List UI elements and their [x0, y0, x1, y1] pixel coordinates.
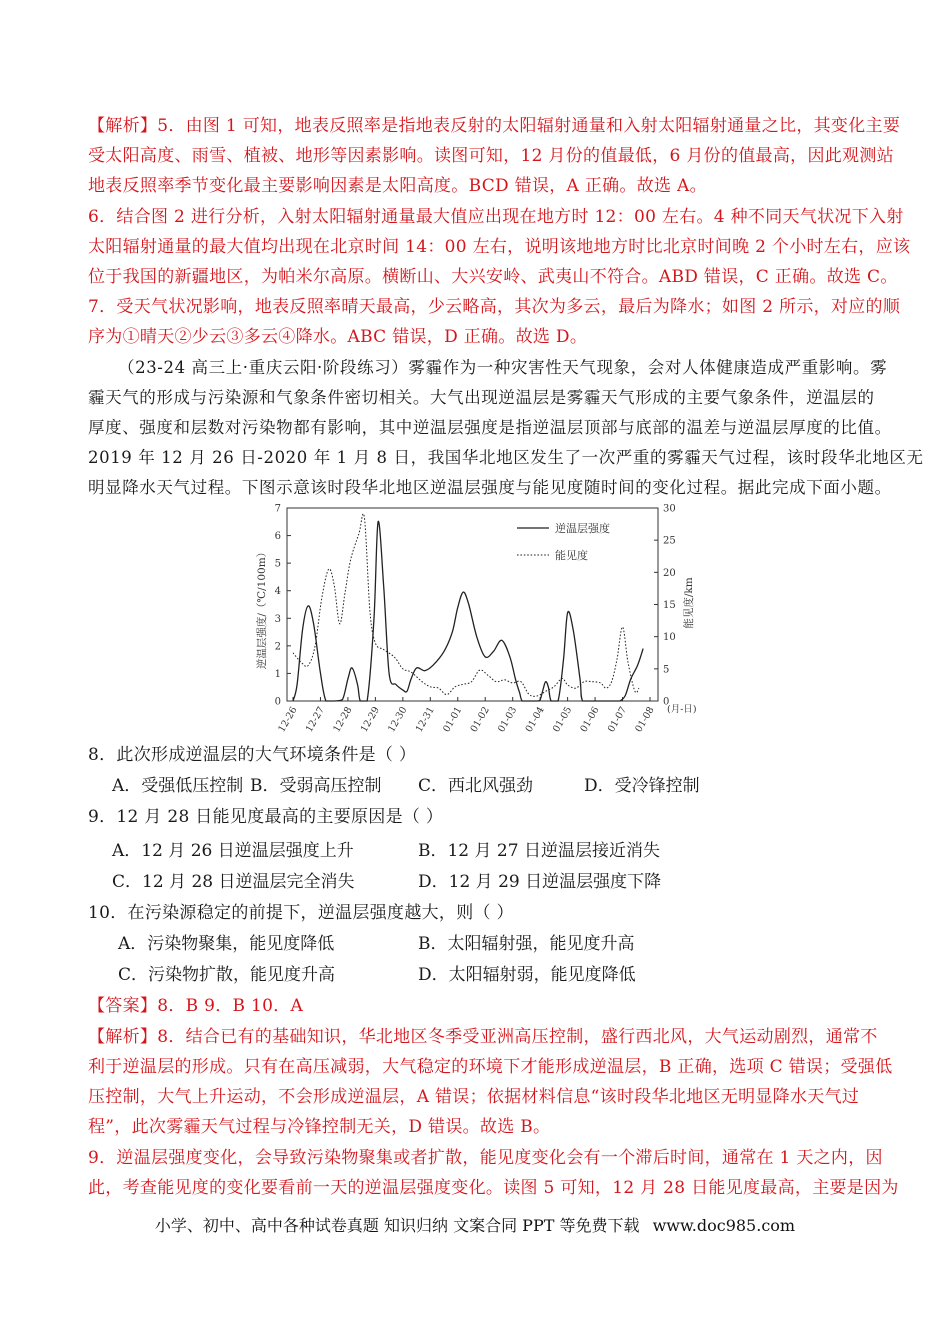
inversion-visibility-chart: [245, 498, 705, 753]
x-tick-label: 12-26: [276, 705, 300, 735]
visibility-line: [293, 514, 639, 697]
left-tick-label: 7: [274, 503, 281, 515]
right-tick-label: 10: [663, 632, 676, 644]
analysis1-line-2: 受太阳高度、雨雪、植被、地形等因素影响。读图可知，12 月份的值最低，6 月份的值最高，因此观测站: [88, 146, 894, 166]
analysis1-line-4: 6．结合图 2 进行分析，入射太阳辐射通量最大值应出现在地方时 12：00 左右。4 种不同天气状况下入射: [88, 207, 904, 227]
left-tick-label: 4: [274, 586, 281, 598]
analysis1-line-8: 序为①晴天②少云③多云④降水。ABC 错误，D 正确。故选 D。: [88, 327, 588, 347]
left-tick-label: 2: [274, 641, 281, 653]
left-axis-label: 逆温层强度/（℃/100m）: [256, 546, 268, 670]
analysis2-line-1: 【解析】8．结合已有的基础知识，华北地区冬季受亚洲高压控制，盛行西北风，大气运动剧烈，通常不: [88, 1027, 878, 1047]
passage-line-4: 2019 年 12 月 26 日-2020 年 1 月 8 日，我国华北地区发生了一次严重的雾霾天气过程，该时段华北地区无: [88, 448, 924, 467]
question-9-stem: 9．12 月 28 日能见度最高的主要原因是（ ）: [88, 807, 444, 827]
question-8-option-d: D．受冷锋控制: [584, 776, 700, 796]
right-axis-ticks: [654, 504, 676, 708]
analysis2-line-5: 9．逆温层强度变化，会导致污染物聚集或者扩散，能见度变化会有一个滞后时间，通常在 1 天之内，因: [88, 1148, 883, 1168]
page-footer: [0, 1213, 950, 1236]
analysis1-line-1: 【解析】5．由图 1 可知，地表反照率是指地表反射的太阳辐射通量和入射太阳辐射通量之比，其变化主要: [88, 116, 901, 136]
question-8-option-b: B．受弱高压控制: [250, 776, 382, 796]
left-tick-label: 0: [274, 696, 281, 708]
answer-line: 【答案】8．B 9．B 10．A: [88, 996, 304, 1016]
x-axis-ticks: [276, 697, 656, 734]
legend-label-visibility: 能见度: [555, 549, 588, 562]
x-axis-unit: (月-日): [667, 704, 697, 715]
right-tick-label: 5: [663, 664, 670, 676]
analysis1-line-3: 地表反照率季节变化最主要影响因素是太阳高度。BCD 错误，A 正确。故选 A。: [88, 176, 707, 196]
analysis2-line-3: 压控制，大气上升运动，不会形成逆温层，A 错误；依据材料信息“该时段华北地区无明显降水天气过: [88, 1087, 860, 1107]
legend-label-inversion: 逆温层强度: [555, 522, 610, 535]
right-tick-label: 25: [663, 535, 676, 547]
passage-line-1: （23-24 高三上·重庆云阳·阶段练习）雾霾作为一种灾害性天气现象，会对人体健康造成严重影响。雾: [118, 358, 888, 377]
x-tick-label: 12-27: [303, 705, 328, 735]
chart-legend: [517, 521, 610, 562]
footer-url[interactable]: www.doc985.com: [652, 1216, 796, 1235]
x-tick-label: 01-02: [468, 705, 492, 735]
right-axis-label: 能见度/km: [683, 577, 695, 629]
x-tick-label: 01-08: [633, 705, 657, 735]
analysis2-line-2: 利于逆温层的形成。只有在高压减弱，大气稳定的环境下才能形成逆温层，B 正确，选项 C 错误；受强低: [88, 1057, 893, 1077]
question-10-option-d: D．太阳辐射弱，能见度降低: [418, 965, 636, 985]
question-9-option-b: B．12 月 27 日逆温层接近消失: [418, 841, 660, 861]
left-tick-label: 1: [274, 668, 281, 680]
x-tick-label: 01-06: [578, 705, 602, 735]
passage-line-5: 明显降水天气过程。下图示意该时段华北地区逆温层强度与能见度随时间的变化过程。据此完成下面小题。: [88, 478, 892, 497]
left-tick-label: 6: [274, 531, 281, 543]
right-tick-label: 0: [663, 696, 670, 708]
passage-line-3: 厚度、强度和层数对污染物都有影响，其中逆温层强度是指逆温层顶部与底部的温差与逆温层厚度的比值。: [88, 418, 892, 437]
x-tick-label: 12-28: [331, 705, 355, 735]
x-tick-label: 01-07: [605, 705, 630, 735]
right-tick-label: 15: [663, 600, 676, 611]
analysis1-line-6: 位于我国的新疆地区，为帕米尔高原。横断山、大兴安岭、武夷山不符合。ABD 错误，C 正确。故选 C。: [88, 267, 898, 287]
left-axis-ticks: [275, 504, 291, 708]
left-tick-label: 5: [274, 558, 281, 570]
x-tick-label: 12-31: [413, 705, 437, 735]
analysis1-line-7: 7．受天气状况影响，地表反照率晴天最高，少云略高，其次为多云，最后为降水；如图 2 所示，对应的顺: [88, 297, 901, 317]
question-8-option-c: C．西北风强劲: [418, 776, 534, 796]
chart-frame: [287, 508, 658, 701]
question-10-option-a: A．污染物聚集，能见度降低: [118, 934, 335, 954]
left-tick-label: 3: [274, 613, 281, 625]
question-10-option-b: B．太阳辐射强，能见度升高: [418, 934, 635, 954]
right-tick-label: 30: [663, 503, 676, 515]
question-8-stem: 8．此次形成逆温层的大气环境条件是（ ）: [88, 745, 417, 765]
passage-line-2: 霾天气的形成与污染源和气象条件密切相关。大气出现逆温层是雾霾天气形成的主要气象条件，逆温层的: [88, 388, 875, 407]
chart-series: [293, 514, 643, 701]
x-tick-label: 01-05: [550, 705, 575, 735]
question-9-option-a: A．12 月 26 日逆温层强度上升: [112, 841, 354, 861]
inversion-strength-line: [293, 521, 643, 701]
x-tick-label: 12-29: [358, 705, 382, 735]
x-tick-label: 12-30: [386, 705, 410, 735]
question-9-option-c: C．12 月 28 日逆温层完全消失: [112, 872, 355, 892]
question-10-option-c: C．污染物扩散，能见度升高: [118, 965, 336, 985]
x-tick-label: 01-01: [441, 705, 465, 735]
right-tick-label: 20: [663, 567, 676, 579]
question-10-stem: 10．在污染源稳定的前提下，逆温层强度越大，则（ ）: [88, 903, 514, 923]
footer-text: 小学、初中、高中各种试卷真题 知识归纳 文案合同 PPT 等免费下载: [154, 1216, 640, 1235]
question-8-option-a: A．受强低压控制: [112, 776, 244, 796]
analysis2-line-4: 程”，此次雾霾天气过程与冷锋控制无关，D 错误。故选 B。: [88, 1117, 551, 1137]
question-9-option-d: D．12 月 29 日逆温层强度下降: [418, 872, 662, 892]
plot-border: [287, 508, 658, 701]
analysis1-line-5: 太阳辐射通量的最大值均出现在北京时间 14：00 左右，说明该地地方时比北京时间晚 2 个小时左右，应该: [88, 237, 911, 257]
x-tick-label: 01-03: [496, 705, 520, 735]
x-tick-label: 01-04: [523, 705, 547, 735]
analysis2-line-6: 此，考查能见度的变化要看前一天的逆温层强度变化。读图 5 可知，12 月 28 日能见度最高，主要是因为: [88, 1178, 899, 1198]
